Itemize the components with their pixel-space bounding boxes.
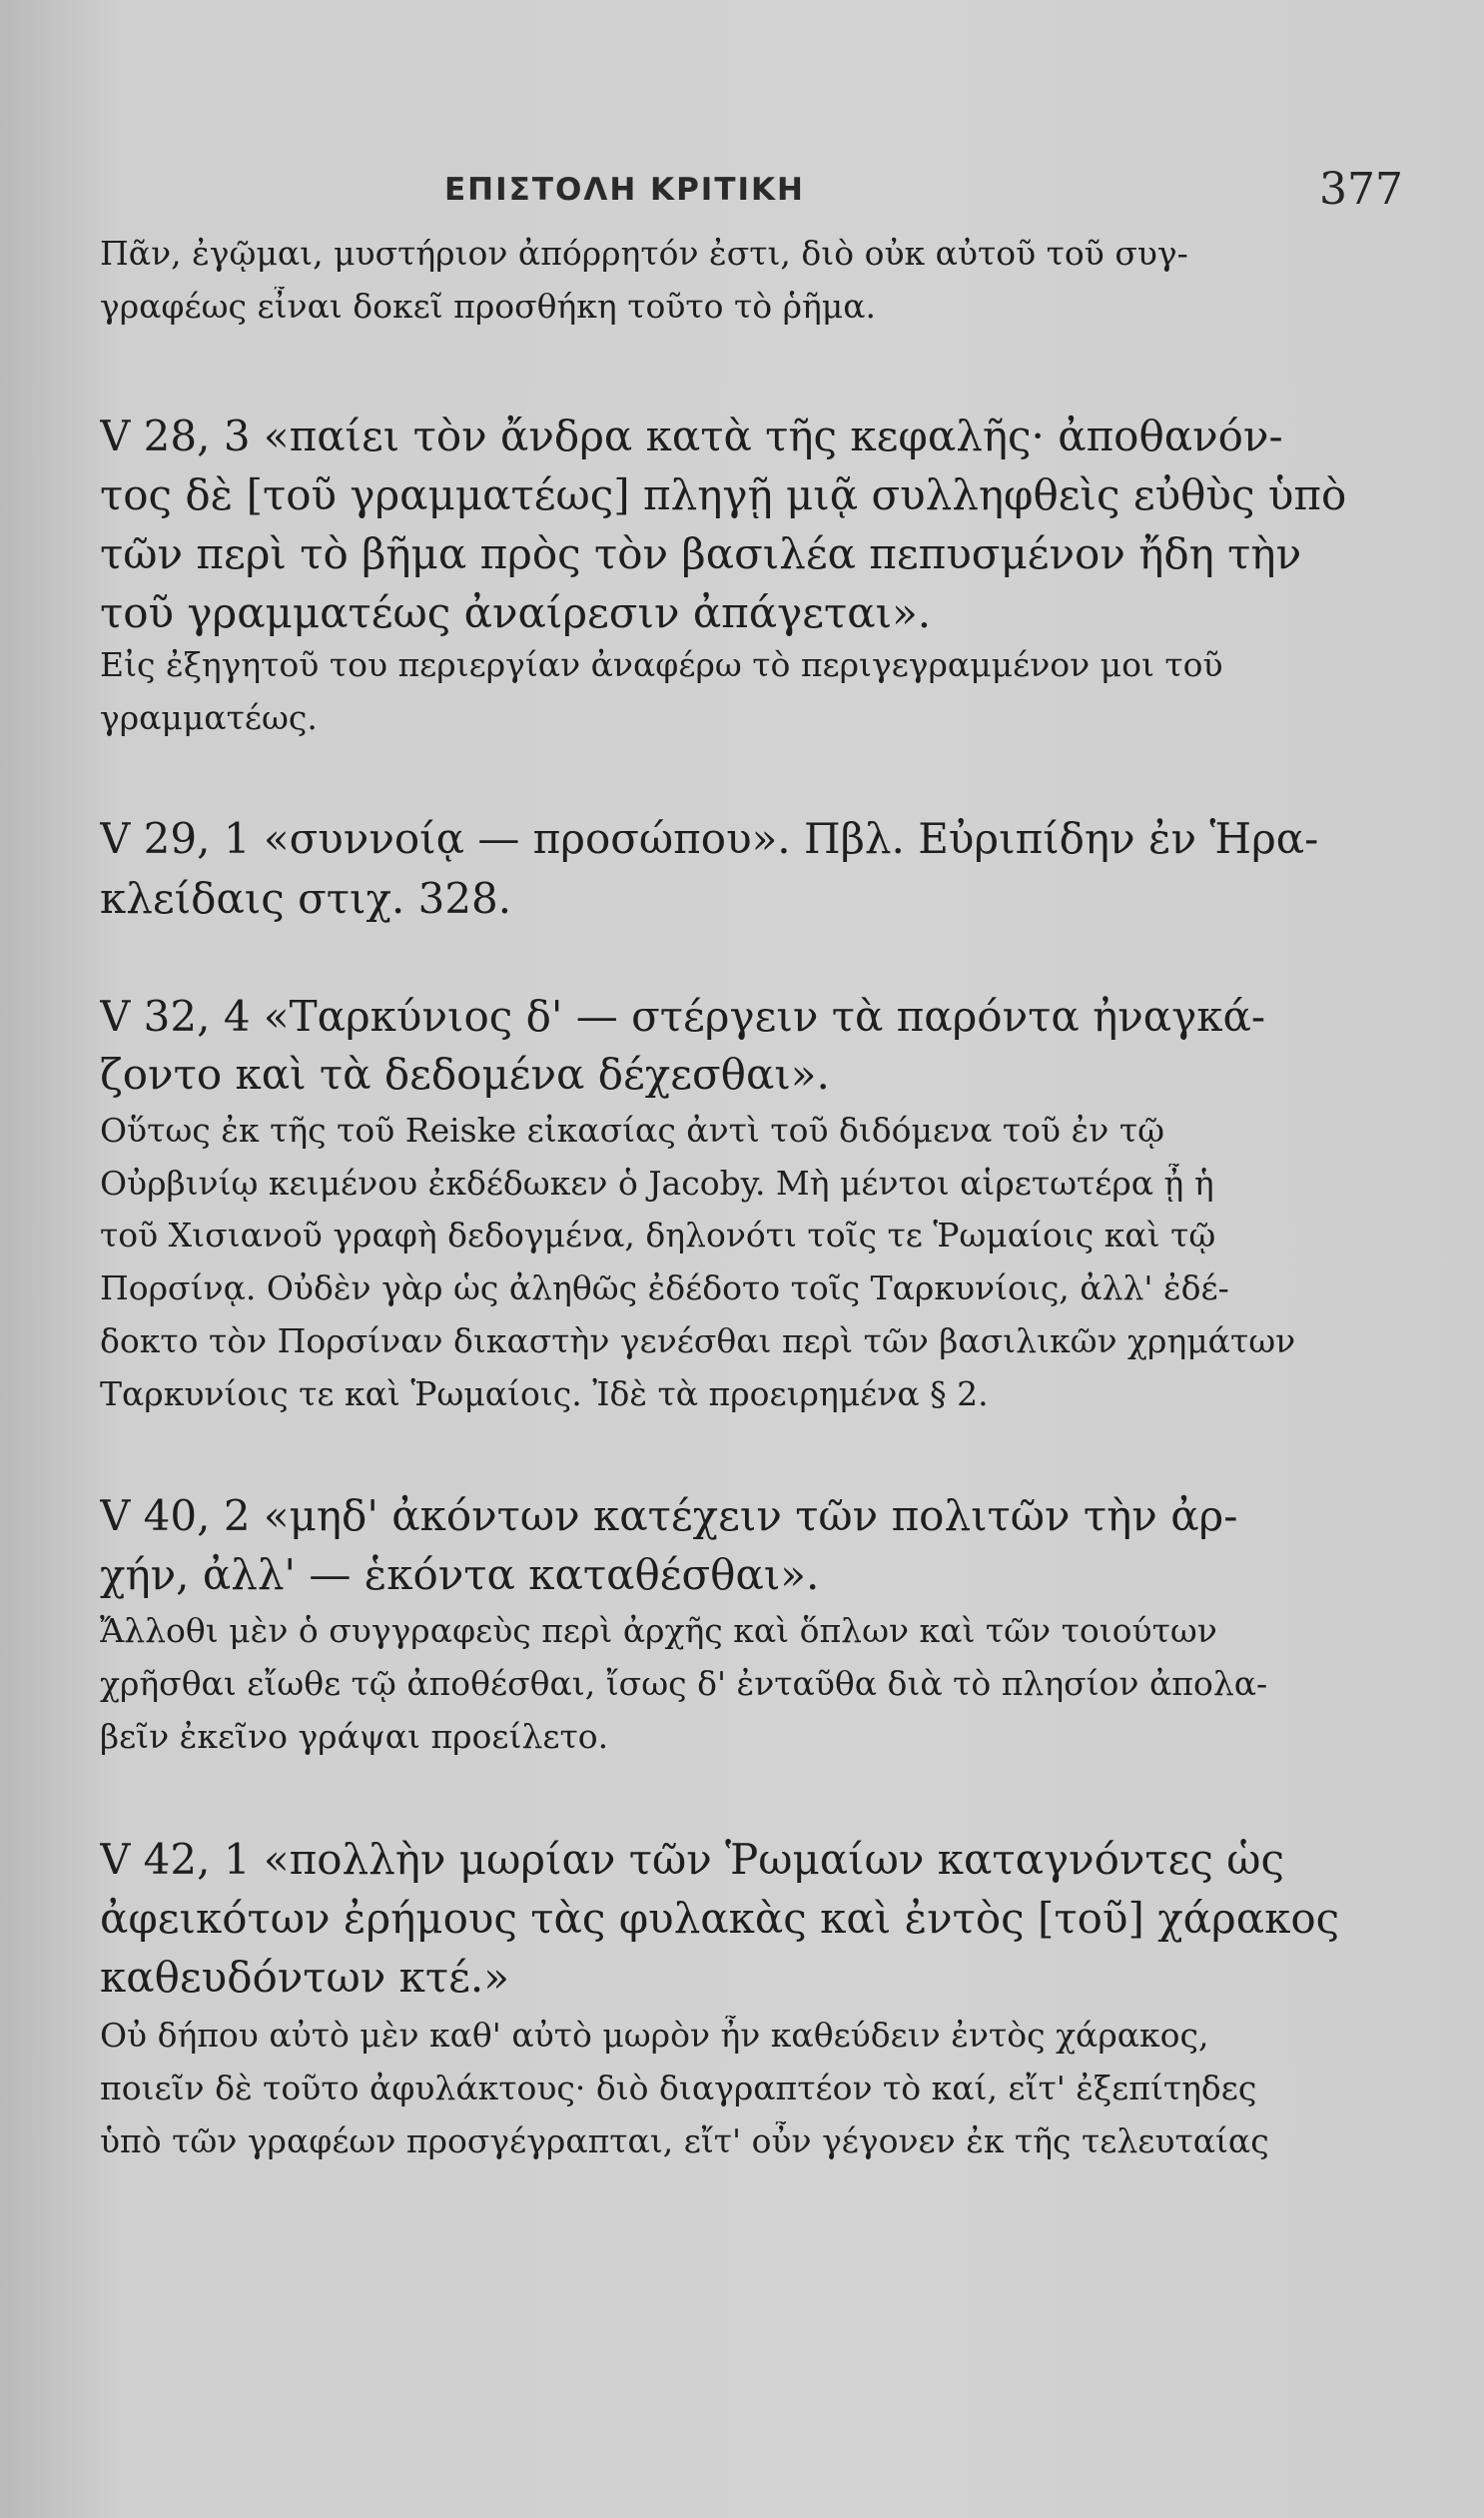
- text-line: ὑπὸ τῶν γραφέων προσγέγραπται, εἴτ' οὖν γέγονεν ἐκ τῆς τελευταίας: [100, 2121, 1269, 2160]
- lemma-line: κλείδαις στιχ. 328.: [100, 874, 512, 923]
- lemma-line: τῶν περὶ τὸ βῆμα πρὸς τὸν βασιλέα πεπυσμένον ἤδη τὴν: [100, 529, 1302, 578]
- text-line: Ἄλλοθι μὲν ὁ συγγραφεὺς περὶ ἀρχῆς καὶ ὅπλων καὶ τῶν τοιούτων: [100, 1611, 1217, 1650]
- text-line: Εἰς ἐξηγητοῦ του περιεργίαν ἀναφέρω τὸ περιγεγραμμένον μοι τοῦ: [100, 645, 1223, 684]
- text-line: χρῆσθαι εἴωθε τῷ ἀποθέσθαι, ἴσως δ' ἐνταῦθα διὰ τὸ πλησίον ἀπολα-: [100, 1664, 1268, 1703]
- text-line: γραφέως εἶναι δοκεῖ προσθήκη τοῦτο τὸ ῥῆμα.: [100, 287, 876, 326]
- lemma-line: καθευδόντων κτέ.»: [100, 1953, 509, 2002]
- text-line: Οὕτως ἐκ τῆς τοῦ Reiske εἰκασίας ἀντὶ τοῦ διδόμενα τοῦ ἐν τῷ: [100, 1111, 1165, 1150]
- lemma-line: V 40, 2 «μηδ' ἀκόντων κατέχειν τῶν πολιτῶν τὴν ἀρ-: [100, 1491, 1238, 1540]
- text-line: τοῦ Χισιανοῦ γραφὴ δεδογμένα, δηλονότι τοῖς τε Ῥωμαίοις καὶ τῷ: [100, 1216, 1216, 1255]
- lemma-line: ζοντο καὶ τὰ δεδομένα δέχεσθαι».: [100, 1050, 830, 1099]
- lemma-line: τοῦ γραμματέως ἀναίρεσιν ἀπάγεται».: [100, 588, 932, 637]
- lemma-line: τος δὲ [τοῦ γραμματέως] πληγῇ μιᾷ συλληφθεὶς εὐθὺς ὑπὸ: [100, 470, 1347, 519]
- lemma-line: V 32, 4 «Ταρκύνιος δ' — στέργειν τὰ παρόντα ἠναγκά-: [100, 992, 1266, 1041]
- text-line: Πορσίνᾳ. Οὐδὲν γὰρ ὡς ἀληθῶς ἐδέδοτο τοῖς Ταρκυνίοις, ἀλλ' ἐδέ-: [100, 1268, 1229, 1307]
- text-line: Οὐ δήπου αὐτὸ μὲν καθ' αὐτὸ μωρὸν ἦν καθεύδειν ἐντὸς χάρακος,: [100, 2016, 1209, 2055]
- running-title: ΕΠΙΣΤΟΛΗ ΚΡΙΤΙΚΗ: [444, 172, 805, 208]
- text-line: Πᾶν, ἐγῷμαι, μυστήριον ἀπόρρητόν ἐστι, διὸ οὐκ αὐτοῦ τοῦ συγ-: [100, 234, 1188, 273]
- lemma-line: V 42, 1 «πολλὴν μωρίαν τῶν Ῥωμαίων καταγνόντες ὡς: [100, 1835, 1285, 1884]
- lemma-line: V 28, 3 «παίει τὸν ἄνδρα κατὰ τῆς κεφαλῆς· ἀποθανόν-: [100, 412, 1283, 460]
- text-line: ποιεῖν δὲ τοῦτο ἀφυλάκτους· διὸ διαγραπτέον τὸ καί, εἴτ' ἐξεπίτηδες: [100, 2069, 1257, 2107]
- text-line: Οὐρβινίῳ κειμένου ἐκδέδωκεν ὁ Jacoby. Μὴ μέντοι αἱρετωτέρα ᾖ ἡ: [100, 1164, 1214, 1203]
- lemma-line: χήν, ἀλλ' — ἑκόντα καταθέσθαι».: [100, 1550, 820, 1599]
- text-line: βεῖν ἐκεῖνο γράψαι προείλετο.: [100, 1717, 609, 1756]
- page-number: 377: [1319, 164, 1403, 215]
- text-line: γραμματέως.: [100, 698, 318, 737]
- page-header: [444, 164, 1403, 222]
- text-line: Ταρκυνίοις τε καὶ Ῥωμαίοις. Ἰδὲ τὰ προειρημένα § 2.: [100, 1374, 989, 1413]
- lemma-line: V 29, 1 «συννοίᾳ — προσώπου». Πβλ. Εὐριπίδην ἐν Ἡρα-: [100, 814, 1319, 863]
- text-line: δοκτο τὸν Πορσίναν δικαστὴν γενέσθαι περὶ τῶν βασιλικῶν χρημάτων: [100, 1321, 1296, 1360]
- lemma-line: ἀφεικότων ἐρήμους τὰς φυλακὰς καὶ ἐντὸς [τοῦ] χάρακος: [100, 1894, 1340, 1943]
